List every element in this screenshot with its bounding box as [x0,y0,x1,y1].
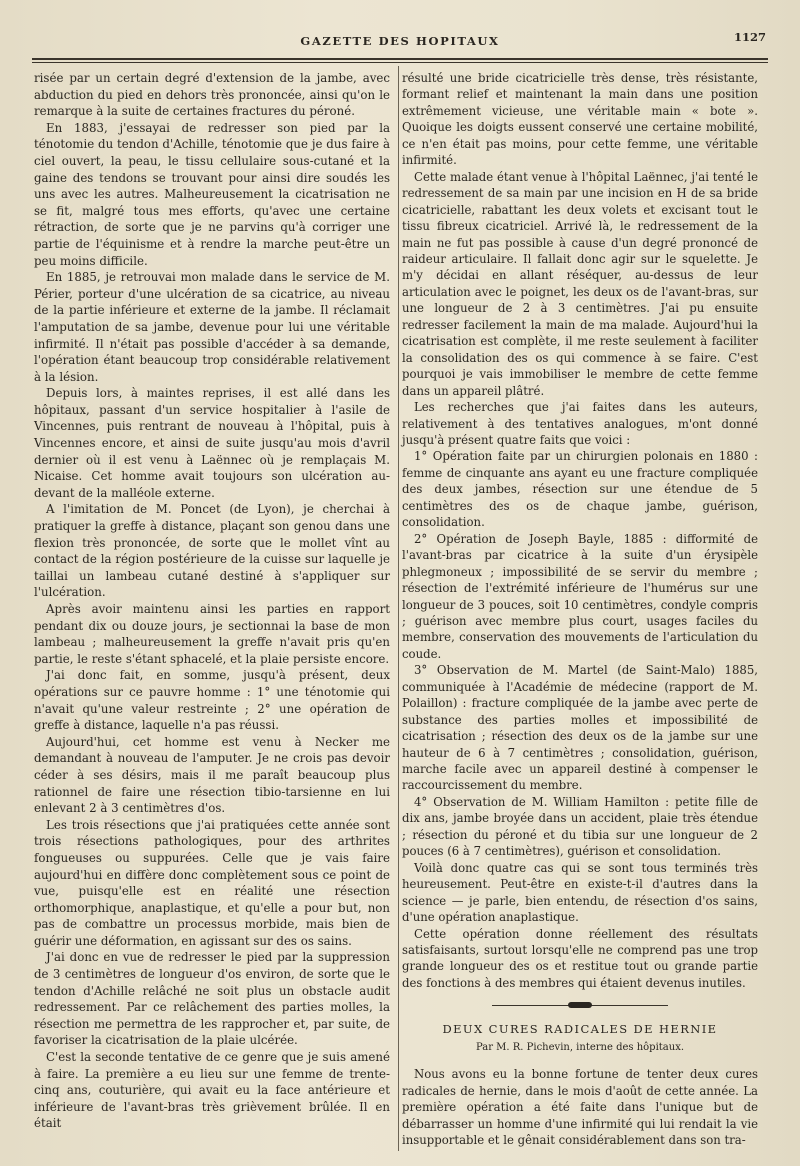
paragraph: Depuis lors, à maintes reprises, il est allé dans les hôpitaux, passant d'un service hospitalier à l'asile de Vincennes, puis rentrant de nouveau à l'hôpital, puis à Vincennes encore, et ainsi de suite jusqu'au mois d'avril dernier où il est venu à Laënnec où je remplaçais M. Nicaise. Cet homme avait toujours son ulcération au-devant de la malléole externe. [34,386,390,500]
paragraph: Les recherches que j'ai faites dans les auteurs, relativement à des tentatives analogues, m'ont donné jusqu'à présent quatre faits que voici : [402,400,758,447]
paragraph: Cette opération donne réellement des résultats satisfaisants, surtout lorsqu'elle ne comprend pas une trop grande longueur des os et restitue tout ou grande partie des fonctions à des membres qui étaient devenus inutiles. [402,926,758,990]
paragraph: Cette malade étant venue à l'hôpital Laënnec, j'ai tenté le redressement de sa main par une incision en H de sa bride cicatricielle, rabattant les deux volets et excisant tout le tissu fibreux cicatriciel. Arrivé là, le redressement de la main ne fut pas possible à cause d'un degré prononcé de raideur articulaire. Il fallait donc agir sur le squelette. Je m'y décidai en allant réséquer, au-dessus de leur articulation avec le poignet, les deux os de l'avant-bras, sur une longueur de 2 à 3 centimètres. J'ai pu ensuite redresser facilement la main de ma malade. Aujourd'hui la cicatrisation est complète, il me reste seulement à faciliter la consolidation des os qui commence à se faire. C'est pourquoi je vais immobiliser le membre de cette femme dans un appareil plâtré. [402,169,758,398]
article-author: Par M. R. Pichevin, interne des hôpitaux. [475,1041,685,1053]
paragraph: Voilà donc quatre cas qui se sont tous terminés très heureusement. Peut-être en existe-t-il d'autres dans la science — je parle, bien entendu, de résection d'os sains, d'une opération anaplastique. [402,860,758,925]
paragraph: En 1885, je retrouvai mon malade dans le service de M. Périer, porteur d'une ulcération de sa cicatrice, au niveau de la partie inférieure et externe de la jambe. Il réclamait l'amputation de sa jambe, devenue pour lui une véritable infirmité. Il n'était pas possible d'accéder à sa demande, l'opération étant beaucoup trop considérable relativement à la lésion. [34,270,390,384]
paragraph: Aujourd'hui, cet homme est venu à Necker me demandant à nouveau de l'amputer. Je ne crois pas devoir céder à ses désirs, mais il me paraît beaucoup plus rationnel de faire une résection tibio-tarsienne en lui enlevant 2 à 3 centimètres d'os. [34,734,390,816]
paragraph: résulté une bride cicatricielle très dense, très résistante, formant relief et maintenant la main dans une position extrêmement vicieuse, une véritable main « bote ». Quoique les doigts eussent conservé une certaine mobilité, ce n'en était pas moins, pour cette femme, une véritable infirmité. [402,71,758,168]
paragraph: 4° Observation de M. William Hamilton : petite fille de dix ans, jambe broyée dans un accident, plaie très étendue ; résection du péroné et du tibia sur une longueur de 2 pouces (6 à 7 centimètres), guérison et consolidation. [402,794,758,859]
page-number: 1127 [733,30,766,44]
separator-ornament [568,1002,592,1008]
paragraph: 2° Opération de Joseph Bayle, 1885 : difformité de l'avant-bras par cicatrice à la suite d'un érysipèle phlegmoneux ; impossibilité de se servir du membre ; résection de l'extrémité inférieure de l'humérus sur une longueur de 3 pouces, soit 10 centimètres, condyle compris ; guérison avec membre plus court, usages faciles du membre, conservation des mouvements de l'articulation du coude. [402,531,758,661]
paragraph: risée par un certain degré d'extension de la jambe, avec abduction du pied en dehors très prononcée, ainsi qu'on le remarque à la suite de certaines fractures du péroné. [34,71,390,119]
article-separator [402,1001,758,1011]
header-rule [32,58,768,60]
header-rule-thin [32,62,768,63]
paragraph: 3° Observation de M. Martel (de Saint-Malo) 1885, communiquée à l'Académie de médecine (rapport de M. Polaillon) : fracture compliquée de la jambe avec perte de substance des parties molles et impossibilité de cicatrisation ; résection des deux os de la jambe sur une hauteur de 6 à 7 centimètres ; consolidation, guérison, marche facile avec un appareil destiné à compenser le raccourcissement du membre. [402,663,758,793]
paragraph: C'est la seconde tentative de ce genre que je suis amené à faire. La première a eu lieu sur une femme de trente-cinq ans, couturière, qui avait eu la face antérieure et inférieure de l'avant-bras très grièvement brûlée. Il en était [34,1050,390,1131]
left-column [34,70,390,1132]
page-header [30,30,770,54]
paragraph: Les trois résections que j'ai pratiquées cette année sont trois résections pathologiques, pour des arthrites fongueuses ou suppurées. Celle que je vais faire aujourd'hui en diffère donc complètement sous ce point de vue, puisqu'elle est en réalité une résection orthomorphique, anaplastique, et qu'elle a pour but, non pas de combattre un processus morbide, mais bien de guérir une déformation, en agissant sur des os sains. [34,817,390,948]
paragraph: J'ai donc en vue de redresser le pied par la suppression de 3 centimètres de longueur d'os environ, de sorte que le tendon d'Achille relâché ne soit plus un obstacle audit redressement. Par ce relâchement des parties molles, la résection me permettra de les rapprocher et, par suite, de favoriser la cicatrisation de la plaie ulcérée. [34,950,390,1048]
paragraph: En 1883, j'essayai de redresser son pied par la ténotomie du tendon d'Achille, ténotomie que je dus faire à ciel ouvert, la peau, le tissu cellulaire sous-cutané et la gaine des tendons se trouvant pour ainsi dire soudés les uns avec les autres. Malheureusement la cicatrisation ne se fit, malgré tous mes efforts, qu'avec une certaine rétraction, de sorte que je ne parvins qu'à corriger une partie de l'équinisme et à rendre la marche peut-être un peu moins difficile. [34,120,390,268]
paragraph: A l'imitation de M. Poncet (de Lyon), je cherchai à pratiquer la greffe à distance, plaçant son genou dans une flexion très prononcée, de sorte que le mollet vînt au contact de la région postérieure de la cuisse sur laquelle je taillai un lambeau cutané destiné à s'appliquer sur l'ulcération. [34,502,390,600]
right-column [402,70,758,1149]
journal-title: GAZETTE DES HOPITAUX [300,34,500,48]
article-title: DEUX CURES RADICALES DE HERNIE [442,1022,718,1037]
paragraph: 1° Opération faite par un chirurgien polonais en 1880 : femme de cinquante ans ayant eu une fracture compliquée des deux jambes, résection sur une étendue de 5 centimètres des os de chaque jambe, guérison, consolidation. [402,449,758,530]
paragraph: Après avoir maintenu ainsi les parties en rapport pendant dix ou douze jours, je sectionnai la base de mon lambeau ; malheureusement la greffe n'avait pris qu'en partie, le reste s'étant sphacelé, et la plaie persiste encore. [34,602,390,666]
column-separator [398,66,399,1151]
paragraph: J'ai donc fait, en somme, jusqu'à présent, deux opérations sur ce pauvre homme : 1° une ténotomie qui n'avait qu'une valeur restreinte ; 2° une opération de greffe à distance, laquelle n'a pas réussi. [34,668,390,733]
paragraph: Nous avons eu la bonne fortune de tenter deux cures radicales de hernie, dans le mois d'août de cette année. La première opération a été faite dans l'unique but de débarrasser un homme d'une infirmité qui lui rendait la vie insupportable et le gênait considérablement dans son tra- [402,1067,758,1148]
